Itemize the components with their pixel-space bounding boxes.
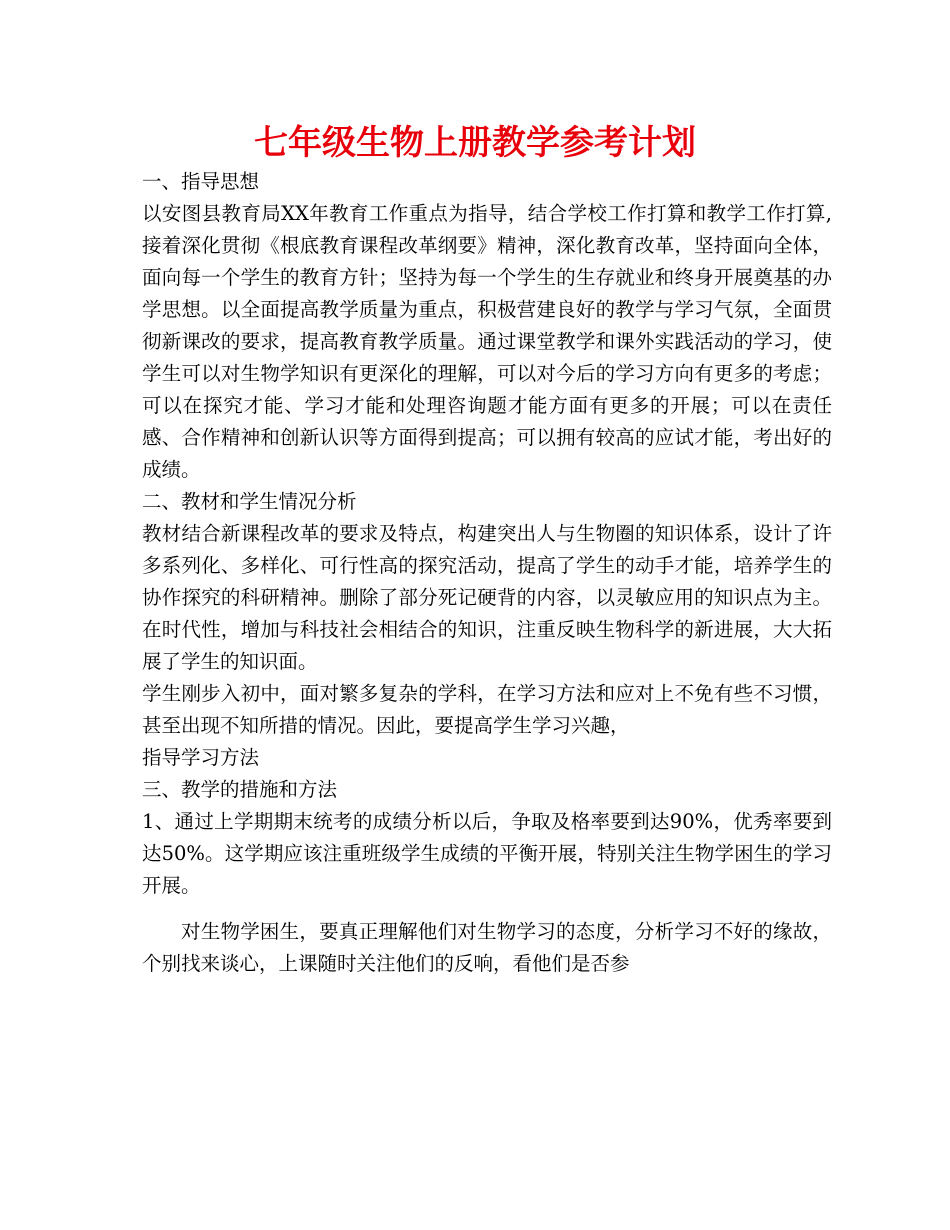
section-heading-measures-methods: 三、教学的措施和方法 <box>142 778 338 801</box>
paragraph-measure-1: 1、通过上学期期末统考的成绩分析以后，争取及格率要到达90%，优秀率要到达50%。这学期应该注重班级学生成绩的平衡开展，特别关注生物学困生的学习开展。 <box>142 810 832 897</box>
paragraph-students-tail: 指导学习方法 <box>142 746 260 769</box>
section-heading-guiding-ideology: 一、指导思想 <box>142 170 260 193</box>
paragraph-students: 学生刚步入初中，面对繁多复杂的学科，在学习方法和应对上不免有些不习惯，甚至出现不知所措的情况。因此，要提高学生学习兴趣， <box>142 682 832 737</box>
document-body <box>142 166 832 980</box>
document-title: 七年级生物上册教学参考计划 <box>254 123 696 163</box>
paragraph-materials: 教材结合新课程改革的要求及特点，构建突出人与生物圈的知识体系，设计了许多系列化、多样化、可行性高的探究活动，提高了学生的动手才能，培养学生的协作探究的科研精神。删除了部分死记硬背的内容，以灵敏应用的知识点为主。在时代性，增加与科技社会相结合的知识，注重反映生物科学的新进展，大大拓展了学生的知识面。 <box>142 522 832 673</box>
section-heading-materials-analysis: 二、教材和学生情况分析 <box>142 490 357 513</box>
paragraph-guiding-ideology: 以安图县教育局XX年教育工作重点为指导，结合学校工作打算和教学工作打算,接着深化贯彻《根底教育课程改革纲要》精神，深化教育改革，坚持面向全体，面向每一个学生的教育方针；坚持为每一个学生的生存就业和终身开展奠基的办学思想。以全面提高教学质量为重点，积极营建良好的教学与学习气氛，全面贯彻新课改的要求，提高教育教学质量。通过课堂教学和课外实践活动的学习，使学生可以对生物学知识有更深化的理解，可以对今后的学习方向有更多的考虑；可以在探究才能、学习才能和处理咨询题才能方面有更多的开展；可以在责任感、合作精神和创新认识等方面得到提高；可以拥有较高的应试才能，考出好的成绩。 <box>142 202 832 481</box>
paragraph-struggling-students: 对生物学困生，要真正理解他们对生物学习的态度，分析学习不好的缘故，个别找来谈心，上课随时关注他们的反响，看他们是否参 <box>142 920 832 975</box>
